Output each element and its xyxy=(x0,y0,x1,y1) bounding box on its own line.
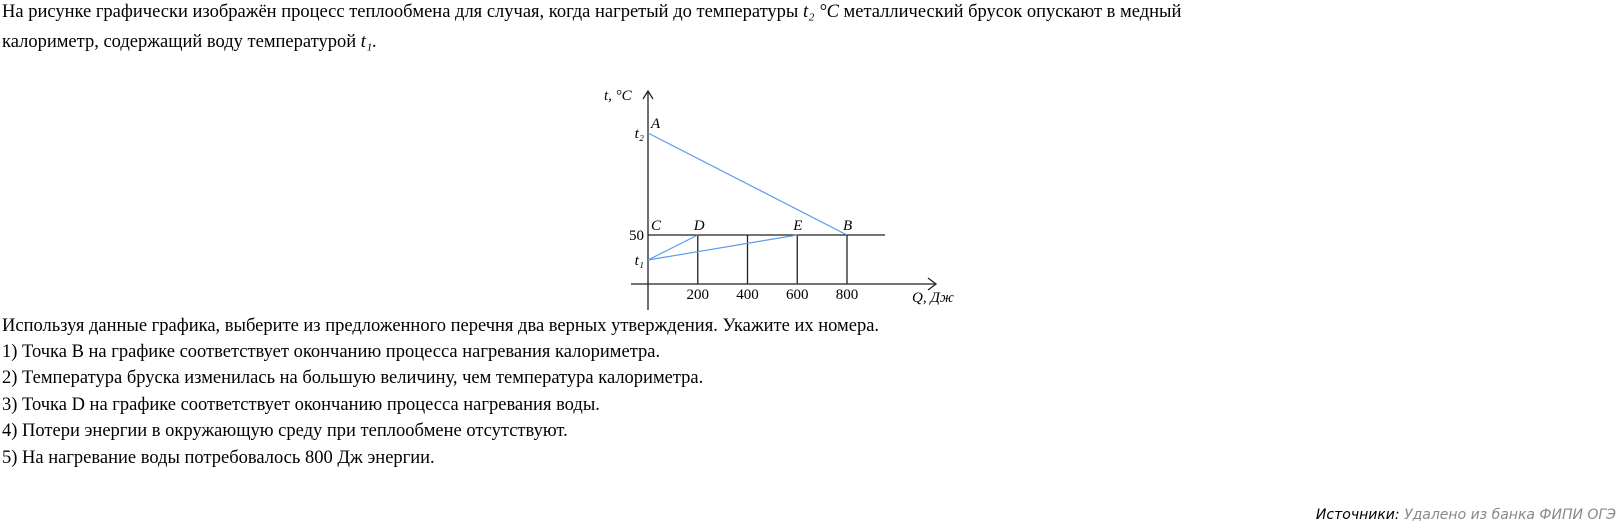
intro-text-2: металлический брусок опускают в медный xyxy=(843,2,1182,22)
option-3: 3) Точка D на графике соответствует окончанию процесса нагревания воды. xyxy=(2,395,600,415)
t1-variable: t₁. xyxy=(360,32,377,52)
y-tick-label: t₁ xyxy=(634,253,644,269)
point-label-C: C xyxy=(651,218,662,234)
heat-exchange-chart xyxy=(590,80,980,310)
intro-line-2 xyxy=(2,32,377,53)
point-label-A: A xyxy=(651,116,661,132)
series-t1-E xyxy=(648,235,797,260)
option-2: 2) Температура бруска изменилась на большую величину, чем температура калориметра. xyxy=(2,368,704,388)
point-label-B: B xyxy=(843,218,853,234)
x-tick-label: 200 xyxy=(686,287,709,303)
y-axis-label: t, °C xyxy=(604,88,632,104)
x-tick-label: 600 xyxy=(786,287,809,303)
point-label-E: E xyxy=(793,218,803,234)
y-tick-label: 50 xyxy=(629,228,644,244)
option-5: 5) На нагревание воды потребовалось 800 Дж энергии. xyxy=(2,448,435,468)
source-value: Удалено из банка ФИПИ ОГЭ xyxy=(1404,507,1616,523)
intro-line-1 xyxy=(2,2,1181,23)
point-label-D: D xyxy=(693,218,705,234)
option-1: 1) Точка B на графике соответствует окончанию процесса нагревания калориметра. xyxy=(2,342,661,362)
y-tick-label: t₂ xyxy=(634,126,644,142)
x-tick-label: 400 xyxy=(736,287,759,303)
question-text: Используя данные графика, выберите из предложенного перечня два верных утверждения. Укажите их номера. xyxy=(2,316,880,336)
x-axis-label: Q, Дж xyxy=(912,290,954,306)
source-label: Источники: xyxy=(1315,507,1400,523)
source-line xyxy=(1316,507,1616,523)
series-AB xyxy=(648,133,847,235)
x-tick-label: 800 xyxy=(835,287,859,303)
intro-text-3: калориметр, содержащий воду температурой xyxy=(2,32,357,52)
option-4: 4) Потери энергии в окружающую среду при теплообмене отсутствуют. xyxy=(2,421,568,441)
t2-variable: t₂ °C xyxy=(802,2,839,22)
intro-text: На рисунке графически изображён процесс теплообмена для случая, когда нагретый до температуры xyxy=(2,2,799,22)
